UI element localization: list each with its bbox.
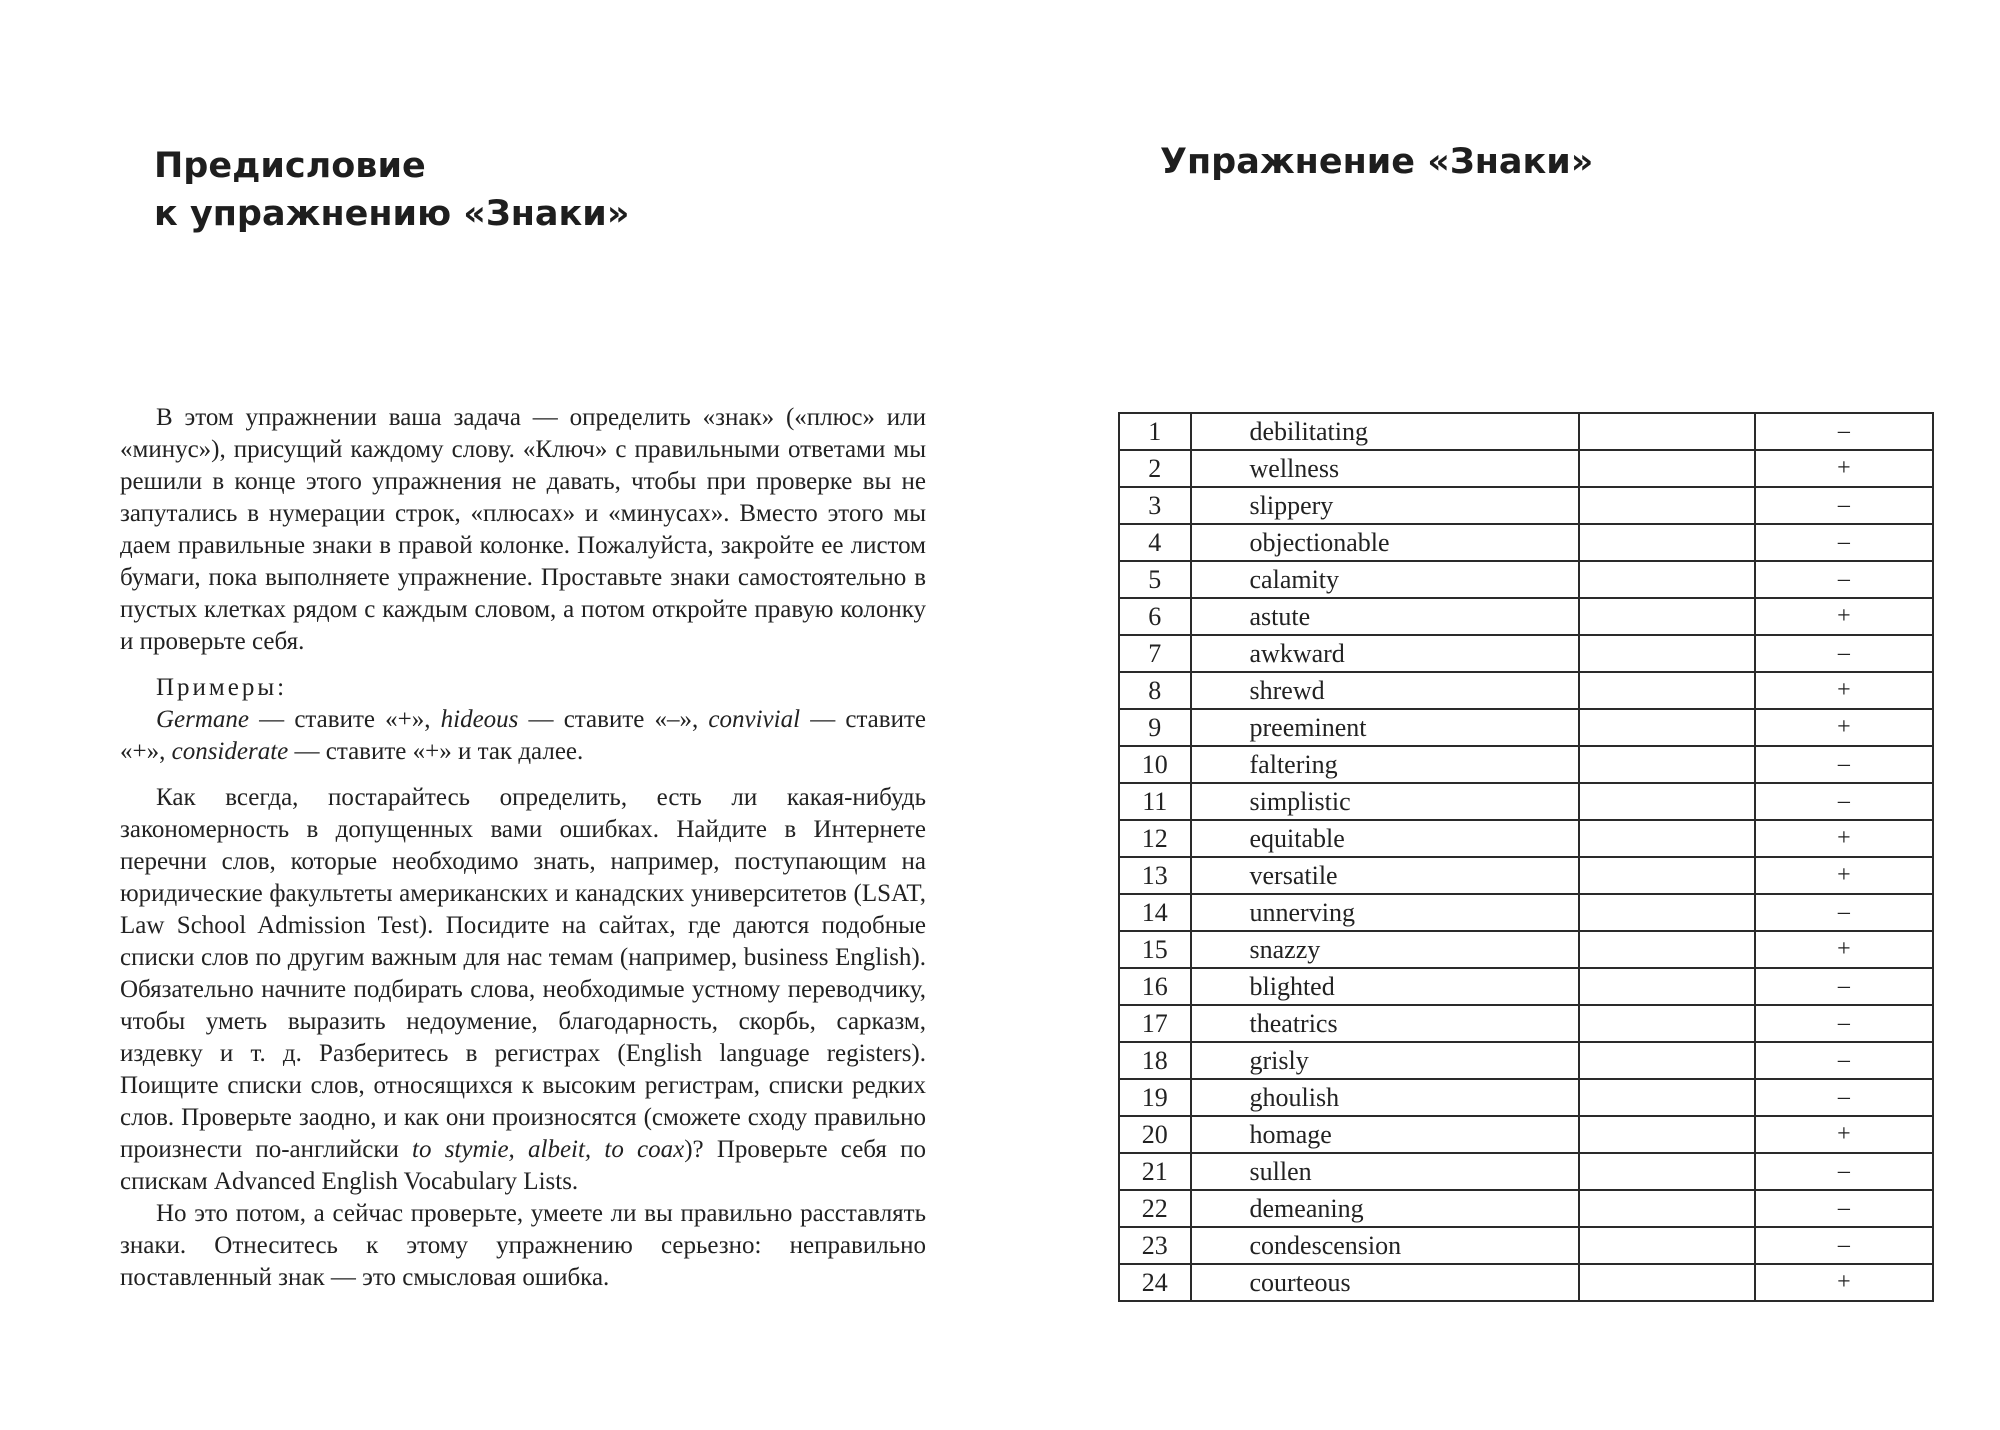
row-word: wellness	[1191, 450, 1579, 487]
row-number: 10	[1119, 746, 1191, 783]
row-word: faltering	[1191, 746, 1579, 783]
row-word: calamity	[1191, 561, 1579, 598]
signs-table	[1118, 412, 1934, 1302]
row-number: 22	[1119, 1190, 1191, 1227]
row-sign: –	[1755, 968, 1933, 1005]
row-word: debilitating	[1191, 413, 1579, 450]
row-word: grisly	[1191, 1042, 1579, 1079]
row-number: 18	[1119, 1042, 1191, 1079]
table-row	[1119, 1079, 1933, 1116]
exercise-heading: Упражнение «Знаки»	[1160, 142, 1594, 182]
table-row	[1119, 709, 1933, 746]
answer-cell	[1579, 1264, 1755, 1301]
table-row	[1119, 598, 1933, 635]
answer-cell	[1579, 894, 1755, 931]
table-row	[1119, 968, 1933, 1005]
row-word: awkward	[1191, 635, 1579, 672]
preface-heading-line-1: Предисловие	[154, 146, 426, 186]
row-word: courteous	[1191, 1264, 1579, 1301]
table-row	[1119, 672, 1933, 709]
answer-cell	[1579, 1042, 1755, 1079]
table-row	[1119, 746, 1933, 783]
row-word: ghoulish	[1191, 1079, 1579, 1116]
table-row	[1119, 931, 1933, 968]
table-row	[1119, 561, 1933, 598]
answer-cell	[1579, 820, 1755, 857]
answer-cell	[1579, 1190, 1755, 1227]
table-row	[1119, 1116, 1933, 1153]
answer-cell	[1579, 450, 1755, 487]
row-word: theatrics	[1191, 1005, 1579, 1042]
row-number: 1	[1119, 413, 1191, 450]
answer-cell	[1579, 857, 1755, 894]
example-text-3: — ставите «+»,	[120, 706, 926, 765]
row-word: condescension	[1191, 1227, 1579, 1264]
row-sign: –	[1755, 561, 1933, 598]
row-sign: –	[1755, 1005, 1933, 1042]
table-row	[1119, 635, 1933, 672]
row-number: 21	[1119, 1153, 1191, 1190]
row-sign: +	[1755, 450, 1933, 487]
row-word: snazzy	[1191, 931, 1579, 968]
row-number: 20	[1119, 1116, 1191, 1153]
row-sign: –	[1755, 1079, 1933, 1116]
row-number: 19	[1119, 1079, 1191, 1116]
row-word: unnerving	[1191, 894, 1579, 931]
row-number: 2	[1119, 450, 1191, 487]
answer-cell	[1579, 413, 1755, 450]
example-text-1: — ставите «+»,	[249, 706, 441, 733]
row-number: 6	[1119, 598, 1191, 635]
row-number: 23	[1119, 1227, 1191, 1264]
row-sign: +	[1755, 1116, 1933, 1153]
table-row	[1119, 1227, 1933, 1264]
preface-heading	[154, 142, 854, 238]
row-sign: –	[1755, 894, 1933, 931]
answer-cell	[1579, 1005, 1755, 1042]
example-word-convivial: convivial	[708, 706, 801, 733]
row-number: 14	[1119, 894, 1191, 931]
row-sign: +	[1755, 709, 1933, 746]
answer-cell	[1579, 931, 1755, 968]
row-sign: –	[1755, 524, 1933, 561]
paragraph-advice-tail: )? Проверьте себя по спискам Advanced English Vocabulary Lists.	[120, 1136, 926, 1195]
answer-cell	[1579, 709, 1755, 746]
example-word-hideous: hideous	[440, 706, 519, 733]
row-word: preeminent	[1191, 709, 1579, 746]
row-number: 11	[1119, 783, 1191, 820]
row-sign: +	[1755, 857, 1933, 894]
answer-cell	[1579, 968, 1755, 1005]
table-row	[1119, 820, 1933, 857]
paragraph-advice	[120, 782, 926, 1198]
paragraph-task: В этом упражнении ваша задача — определить «знак» («плюс» или «минус»), присущий каждому слову. «Ключ» с правильными ответами мы решили в конце этого упражнения не давать, чтобы при проверке вы не запутались в нумерации строк, «плюсах» и «минусах». Вместо этого мы даем правильные знаки в правой колонке. Пожалуйста, закройте ее листом бумаги, пока выполняете упражнение. Проставьте знаки самостоятельно в пустых клетках рядом с каждым словом, а потом откройте правую колонку и проверьте себя.	[120, 404, 926, 655]
answer-cell	[1579, 672, 1755, 709]
row-word: demeaning	[1191, 1190, 1579, 1227]
preface-heading-line-2: к упражнению «Знаки»	[154, 194, 630, 234]
row-word: shrewd	[1191, 672, 1579, 709]
example-text-2: — ставите «–»,	[518, 706, 709, 733]
table-row	[1119, 857, 1933, 894]
row-word: homage	[1191, 1116, 1579, 1153]
row-word: simplistic	[1191, 783, 1579, 820]
row-number: 5	[1119, 561, 1191, 598]
row-number: 13	[1119, 857, 1191, 894]
paragraph-closing: Но это потом, а сейчас проверьте, умеете ли вы правильно расставлять знаки. Отнеситесь к этому упражнению серьезно: неправильно поставленный знак — это смысловая ошибка.	[120, 1200, 926, 1291]
answer-cell	[1579, 635, 1755, 672]
examples-text	[120, 704, 926, 768]
answer-cell	[1579, 598, 1755, 635]
row-sign: –	[1755, 1190, 1933, 1227]
row-number: 12	[1119, 820, 1191, 857]
row-sign: –	[1755, 1227, 1933, 1264]
table-row	[1119, 1005, 1933, 1042]
row-sign: –	[1755, 635, 1933, 672]
row-word: slippery	[1191, 487, 1579, 524]
signs-table-body	[1119, 413, 1933, 1301]
row-number: 8	[1119, 672, 1191, 709]
row-number: 3	[1119, 487, 1191, 524]
table-row	[1119, 783, 1933, 820]
row-word: astute	[1191, 598, 1579, 635]
row-number: 9	[1119, 709, 1191, 746]
row-sign: –	[1755, 1042, 1933, 1079]
row-number: 16	[1119, 968, 1191, 1005]
row-number: 4	[1119, 524, 1191, 561]
row-sign: –	[1755, 1153, 1933, 1190]
paragraph-advice-text: Как всегда, постарайтесь определить, есть ли какая-нибудь закономерность в допущенных вами ошибках. Найдите в Интернете перечни слов, которые необходимо знать, например, поступающим на юридические факультеты американских и канадских университетов (LSAT, Law School Admission Test). Посидите на сайтах, где даются подобные списки слов по другим важным для нас темам (например, business English). Обязательно начните подбирать слова, необходимые устному переводчику, чтобы уметь выразить недоумение, благодарность, скорбь, сарказм, издевку и т. д. Разберитесь в регистрах (English language registers). Поищите списки слов, относящихся к высоким регистрам, списки редких слов. Проверьте заодно, и как они произносятся (сможете сходу правильно произнести по-английски	[120, 784, 926, 1163]
row-sign: +	[1755, 598, 1933, 635]
row-sign: +	[1755, 672, 1933, 709]
table-row	[1119, 1042, 1933, 1079]
row-sign: +	[1755, 931, 1933, 968]
row-word: sullen	[1191, 1153, 1579, 1190]
row-word: equitable	[1191, 820, 1579, 857]
row-word: versatile	[1191, 857, 1579, 894]
row-word: blighted	[1191, 968, 1579, 1005]
answer-cell	[1579, 487, 1755, 524]
example-word-considerate: considerate	[171, 738, 289, 765]
answer-cell	[1579, 561, 1755, 598]
paragraph-advice-italic: to stymie, albeit, to coax	[412, 1136, 685, 1163]
answer-cell	[1579, 1116, 1755, 1153]
row-sign: –	[1755, 746, 1933, 783]
example-word-germane: Germane	[156, 706, 250, 733]
table-row	[1119, 524, 1933, 561]
example-text-4: — ставите «+» и так далее.	[288, 738, 584, 765]
row-sign: –	[1755, 783, 1933, 820]
row-sign: +	[1755, 820, 1933, 857]
table-row	[1119, 450, 1933, 487]
table-row	[1119, 487, 1933, 524]
row-number: 17	[1119, 1005, 1191, 1042]
answer-cell	[1579, 1153, 1755, 1190]
table-row	[1119, 894, 1933, 931]
preface-body	[120, 402, 926, 1294]
row-word: objectionable	[1191, 524, 1579, 561]
answer-cell	[1579, 783, 1755, 820]
answer-cell	[1579, 1079, 1755, 1116]
row-number: 7	[1119, 635, 1191, 672]
table-row	[1119, 1153, 1933, 1190]
answer-cell	[1579, 524, 1755, 561]
examples-label: Примеры:	[156, 674, 288, 701]
table-row	[1119, 1190, 1933, 1227]
answer-cell	[1579, 1227, 1755, 1264]
row-sign: +	[1755, 1264, 1933, 1301]
answer-cell	[1579, 746, 1755, 783]
row-sign: –	[1755, 487, 1933, 524]
table-row	[1119, 1264, 1933, 1301]
row-number: 24	[1119, 1264, 1191, 1301]
right-page	[1000, 0, 2000, 1430]
table-row	[1119, 413, 1933, 450]
row-number: 15	[1119, 931, 1191, 968]
row-sign: –	[1755, 413, 1933, 450]
